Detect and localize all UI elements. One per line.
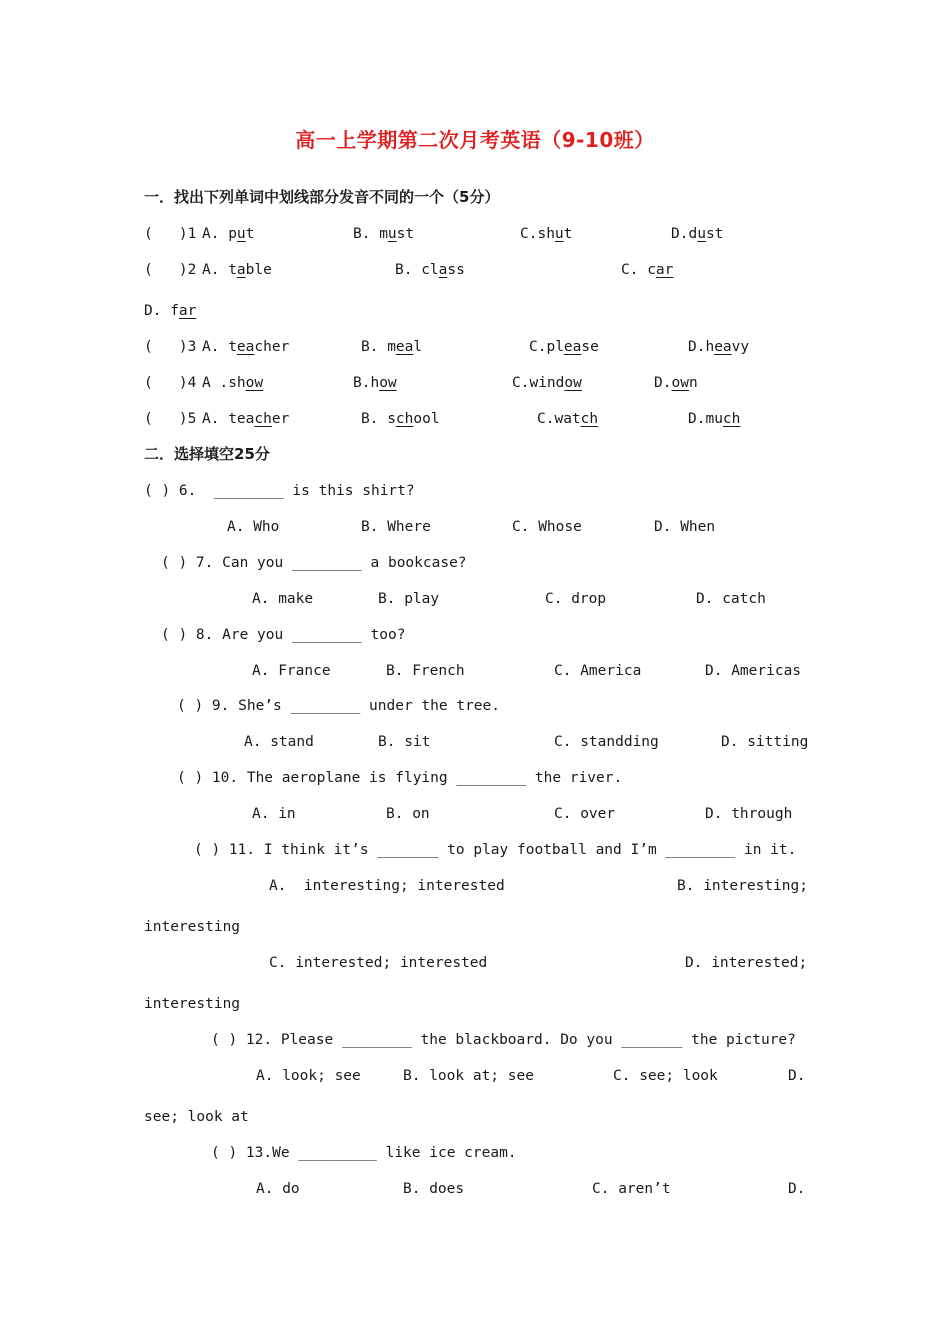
q11-stem: ( ) 11. I think it’s _______ to play football and I’m ________ in it. bbox=[194, 842, 797, 858]
q2-option-c: C. car bbox=[621, 262, 674, 278]
q12-stem: ( ) 12. Please ________ the blackboard. Do you _______ the picture? bbox=[211, 1032, 796, 1048]
q13-option-a: A. do bbox=[256, 1181, 300, 1197]
q10-option-a: A. in bbox=[252, 806, 296, 822]
q3-option-a: A. teacher bbox=[202, 339, 290, 355]
page-title: 高一上学期第二次月考英语（9-10班） bbox=[295, 128, 655, 152]
q1-number: ( )1 bbox=[144, 226, 197, 242]
q10-option-d: D. through bbox=[705, 806, 793, 822]
q13-option-b: B. does bbox=[403, 1181, 465, 1197]
q9-option-c: C. standding bbox=[554, 734, 659, 750]
q10-option-c: C. over bbox=[554, 806, 616, 822]
q8-stem: ( ) 8. Are you ________ too? bbox=[161, 627, 406, 643]
q6-option-c: C. Whose bbox=[512, 519, 582, 535]
q9-option-a: A. stand bbox=[244, 734, 314, 750]
q6-stem: ( ) 6. ________ is this shirt? bbox=[144, 483, 415, 499]
q12-option-a: A. look; see bbox=[256, 1068, 361, 1084]
q12-option-d: D. bbox=[788, 1068, 806, 1084]
q4-option-d: D.own bbox=[654, 375, 698, 391]
q12-option-d-cont: see; look at bbox=[144, 1109, 249, 1125]
section2-heading: 二．选择填空25分 bbox=[144, 445, 270, 463]
q7-option-a: A. make bbox=[252, 591, 314, 607]
q1-option-d: D.dust bbox=[671, 226, 724, 242]
q12-option-b: B. look at; see bbox=[403, 1068, 534, 1084]
q10-option-b: B. on bbox=[386, 806, 430, 822]
q8-option-c: C. America bbox=[554, 663, 642, 679]
q1-option-b: B. must bbox=[353, 226, 415, 242]
q4-option-c: C.window bbox=[512, 375, 582, 391]
q11-option-b-cont: interesting bbox=[144, 919, 241, 935]
q7-stem: ( ) 7. Can you ________ a bookcase? bbox=[161, 555, 467, 571]
q11-option-d: D. interested; bbox=[685, 955, 808, 971]
q1-option-a: A. put bbox=[202, 226, 255, 242]
q6-option-a: A. Who bbox=[227, 519, 280, 535]
q2-option-a: A. table bbox=[202, 262, 272, 278]
q6-option-d: D. When bbox=[654, 519, 716, 535]
q9-option-b: B. sit bbox=[378, 734, 431, 750]
q11-option-b: B. interesting; bbox=[677, 878, 808, 894]
q1-option-c: C.shut bbox=[520, 226, 573, 242]
q8-option-b: B. French bbox=[386, 663, 465, 679]
q3-number: ( )3 bbox=[144, 339, 197, 355]
q2-option-b: B. class bbox=[395, 262, 465, 278]
q13-option-c: C. aren’t bbox=[592, 1181, 671, 1197]
q6-option-b: B. Where bbox=[361, 519, 431, 535]
q2-option-d: D. far bbox=[144, 303, 197, 319]
q3-option-b: B. meal bbox=[361, 339, 423, 355]
q5-number: ( )5 bbox=[144, 411, 197, 427]
q2-number: ( )2 bbox=[144, 262, 197, 278]
q3-option-c: C.please bbox=[529, 339, 599, 355]
q11-option-c: C. interested; interested bbox=[269, 955, 488, 971]
q11-option-d-cont: interesting bbox=[144, 996, 241, 1012]
q5-option-a: A. teacher bbox=[202, 411, 290, 427]
q7-option-b: B. play bbox=[378, 591, 440, 607]
section1-heading: 一．找出下列单词中划线部分发音不同的一个（5分） bbox=[144, 188, 500, 206]
q4-number: ( )4 bbox=[144, 375, 197, 391]
q5-option-b: B. school bbox=[361, 411, 440, 427]
q3-option-d: D.heavy bbox=[688, 339, 750, 355]
q13-option-d: D. bbox=[788, 1181, 806, 1197]
q7-option-c: C. drop bbox=[545, 591, 607, 607]
q4-option-b: B.how bbox=[353, 375, 397, 391]
q12-option-c: C. see; look bbox=[613, 1068, 718, 1084]
q4-option-a: A .show bbox=[202, 375, 264, 391]
q5-option-d: D.much bbox=[688, 411, 741, 427]
q11-option-a: A. interesting; interested bbox=[269, 878, 505, 894]
q8-option-d: D. Americas bbox=[705, 663, 802, 679]
q9-stem: ( ) 9. She’s ________ under the tree. bbox=[177, 698, 501, 714]
q9-option-d: D. sitting bbox=[721, 734, 809, 750]
q10-stem: ( ) 10. The aeroplane is flying ________ the river. bbox=[177, 770, 623, 786]
q8-option-a: A. France bbox=[252, 663, 331, 679]
q5-option-c: C.watch bbox=[537, 411, 599, 427]
q13-stem: ( ) 13.We _________ like ice cream. bbox=[211, 1145, 517, 1161]
q7-option-d: D. catch bbox=[696, 591, 766, 607]
